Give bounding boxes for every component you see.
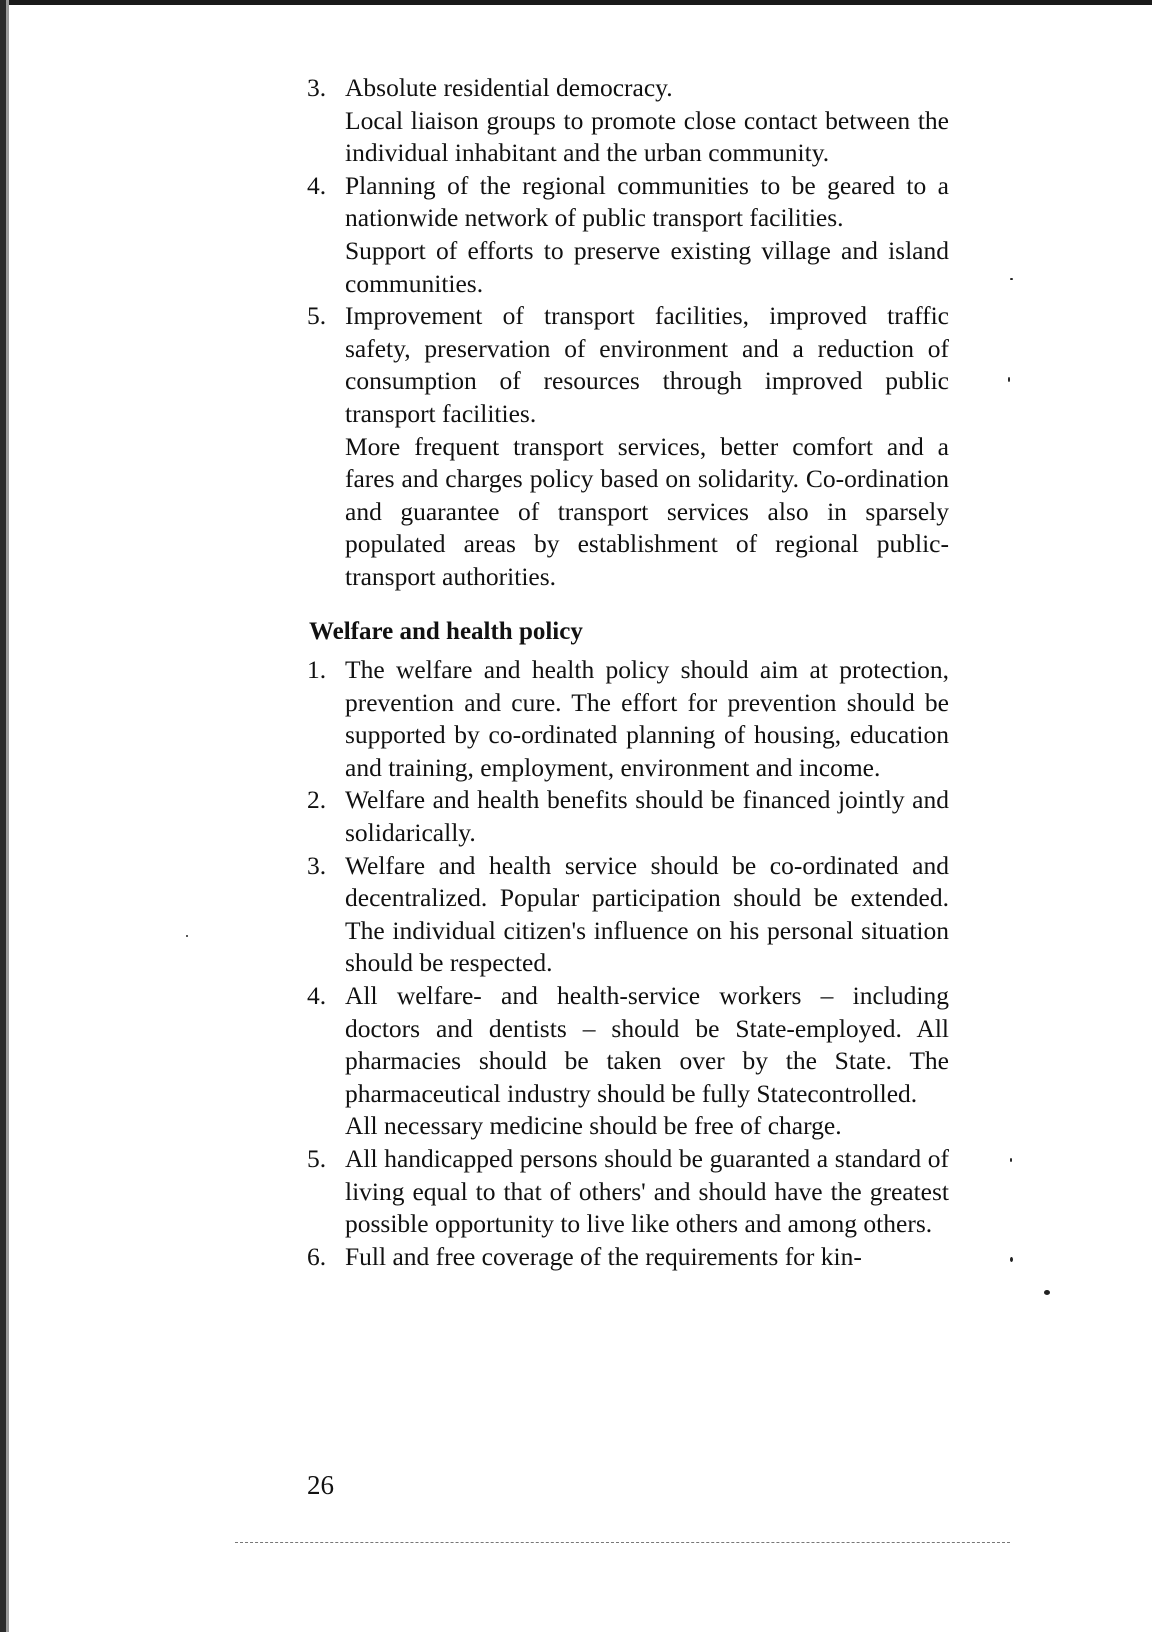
list-item <box>307 654 949 784</box>
list-item <box>307 170 949 300</box>
item-paragraph: Planning of the regional communities to be geared to a nationwide network of public transport facilities. <box>345 170 949 233</box>
list-item <box>307 980 949 1143</box>
page-top-border <box>0 0 1152 5</box>
item-paragraph: Support of efforts to preserve existing village and island communities. <box>345 235 949 298</box>
item-number: 5. <box>307 301 327 331</box>
scan-speck <box>1008 377 1010 382</box>
item-paragraph: Local liaison groups to promote close contact between the individual inhabitant and the urban community. <box>345 105 949 168</box>
section-heading: Welfare and health policy <box>309 617 583 645</box>
item-number: 4. <box>307 981 327 1011</box>
item-paragraph: All necessary medicine should be free of charge. <box>345 1111 842 1141</box>
item-number: 2. <box>307 785 327 815</box>
item-paragraph: The welfare and health policy should aim at protection, prevention and cure. The effort for prevention should be supported by co-ordinated planning of housing, education and training, employment, environment and income. <box>345 655 949 782</box>
item-paragraph: Welfare and health benefits should be financed jointly and solidarically. <box>345 785 949 848</box>
welfare-list <box>307 654 949 1273</box>
item-paragraph: Full and free coverage of the requirements for kin- <box>345 1241 862 1271</box>
page-left-border <box>0 0 6 1632</box>
bottom-rule <box>235 1542 1010 1543</box>
scan-speck <box>1044 1290 1050 1295</box>
list-item <box>307 72 949 170</box>
list-item <box>307 850 949 980</box>
item-paragraph: Welfare and health service should be co-ordinated and decentralized. Popular participation should be extended. The individual citizen's influence on his personal situation should be respected. <box>345 850 949 978</box>
item-paragraph: All welfare- and health-service workers – including doctors and dentists – should be State-employed. All pharmacies should be taken over by the State. The pharmaceutical industry should be fully Statecontrolled. <box>345 981 949 1108</box>
item-paragraph: All handicapped persons should be guaranted a standard of living equal to that of others' and should have the greatest possible opportunity to live like others and among others. <box>345 1144 949 1239</box>
scan-speck <box>1010 1158 1012 1162</box>
list-item <box>307 1241 949 1274</box>
scan-speck <box>186 935 188 937</box>
page-number: 26 <box>307 1470 334 1500</box>
item-paragraph: Absolute residential democracy. <box>345 73 673 102</box>
item-number: 3. <box>307 850 327 880</box>
list-item <box>307 300 949 593</box>
item-number: 4. <box>307 170 327 200</box>
item-number: 3. <box>307 73 327 102</box>
item-number: 5. <box>307 1144 327 1173</box>
transport-list <box>307 72 949 594</box>
item-paragraph: More frequent transport services, better comfort and a fares and charges policy based on solidarity. Co-ordination and guarantee of transport services also in sparsely populated areas by establishment of regional public-transport authorities. <box>345 431 949 591</box>
scan-speck <box>1010 1257 1013 1262</box>
page-content <box>307 72 949 1273</box>
list-item <box>307 784 949 849</box>
item-paragraph: Improvement of transport facilities, improved traffic safety, preservation of environment and a reduction of consumption of resources through improved public transport facilities. <box>345 301 949 428</box>
item-number: 1. <box>307 655 327 685</box>
list-item <box>307 1143 949 1241</box>
scan-speck <box>1010 278 1013 280</box>
item-number: 6. <box>307 1241 327 1271</box>
